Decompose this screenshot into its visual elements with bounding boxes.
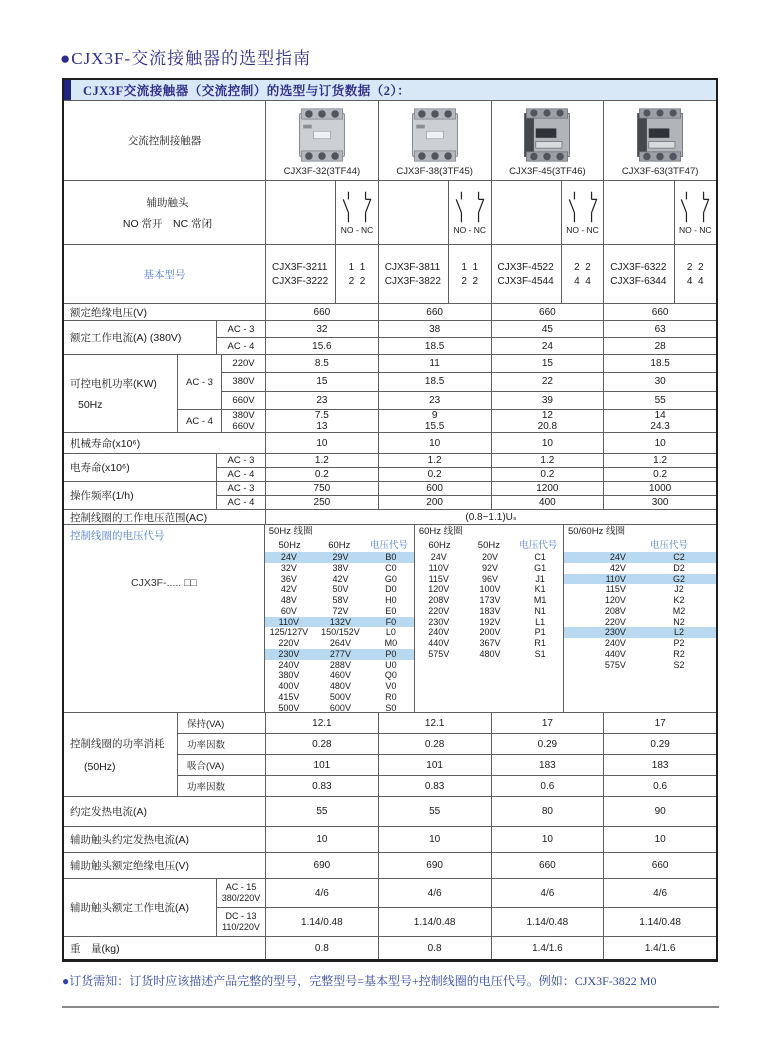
- spec-value: 12 20.8: [491, 410, 604, 432]
- voltage-code-row: 36V 42V G0: [280, 573, 397, 584]
- spec-value: 1.14/0.48: [603, 908, 716, 936]
- spec-value: 24: [491, 338, 604, 354]
- spec-value: 1.4/1.6: [491, 937, 604, 959]
- contact-count: 2 2: [348, 275, 366, 287]
- aux-symbol-cell: [378, 181, 491, 244]
- spec-value: 4/6: [378, 879, 491, 907]
- spec-value: 1000: [603, 482, 716, 495]
- voltage-code-row: 575V 480V S1: [428, 648, 546, 659]
- spec-value: 0.2: [378, 468, 491, 481]
- spec-value: 15.6: [265, 338, 378, 354]
- page-title: ●CJX3F-交流接触器的选型指南: [60, 49, 312, 68]
- spec-value: 15: [491, 355, 604, 372]
- spec-value: 1.2: [491, 454, 604, 467]
- voltage-level: 220V: [221, 355, 265, 372]
- model-number: CJX3F-3211: [272, 261, 328, 273]
- voltage-code-row: 32V 38V C0: [280, 562, 397, 573]
- spec-value: 18.5: [378, 338, 491, 354]
- voltage-code-row: 220V N2: [604, 616, 685, 627]
- coil-section-title: 50Hz 线圈: [268, 526, 313, 537]
- utilization-category: AC - 4: [216, 496, 265, 509]
- column-header-code: 电压代号: [369, 540, 408, 551]
- no-nc-caption: NO - NC: [566, 225, 599, 235]
- column-header: 60Hz: [428, 540, 451, 551]
- voltage-code-row: 120V K2: [604, 595, 685, 605]
- spec-label: 辅助触头额定工作电流(A): [70, 902, 189, 914]
- utilization-category: AC - 4: [177, 410, 221, 432]
- spec-value: 400: [491, 496, 604, 509]
- spec-value: 23: [265, 392, 378, 409]
- voltage-code-row: 240V 200V P1: [428, 627, 546, 638]
- spec-label: 辅助触头约定发热电流(A): [70, 834, 189, 846]
- utilization-category: AC - 4: [216, 338, 265, 354]
- spec-value: 183: [603, 755, 716, 775]
- voltage-code-row: 240V P2: [604, 638, 685, 648]
- utilization-category: DC - 13 110/220V: [216, 908, 265, 936]
- spec-value: 0.6: [491, 776, 604, 796]
- table-header-bar: [64, 80, 716, 101]
- product-model-label: CJX3F-32(3TF44): [283, 166, 361, 177]
- spec-value: 4/6: [603, 879, 716, 907]
- column-header-code: 电压代号: [519, 540, 558, 551]
- no-nc-contact-icon: [451, 190, 489, 224]
- voltage-code-row: 440V 367V R1: [428, 638, 546, 648]
- spec-value: 23: [378, 392, 491, 409]
- spec-value: 690: [378, 853, 491, 878]
- spec-value: 10: [265, 433, 378, 453]
- aux-symbol-cell: [265, 181, 378, 244]
- spec-value: 38: [378, 321, 491, 337]
- voltage-code-row: 115V J2: [605, 584, 684, 595]
- voltage-code-row: 110V 92V G1: [428, 562, 547, 573]
- spec-value: 39: [491, 392, 604, 409]
- spec-value: (0.8~1.1)Uₛ: [265, 510, 716, 524]
- spec-value: 10: [491, 827, 604, 852]
- spec-value: 55: [378, 797, 491, 826]
- spec-value: 183: [491, 755, 604, 775]
- spec-value: 10: [378, 433, 491, 453]
- utilization-category: AC - 3: [216, 482, 265, 495]
- spec-value: 4/6: [265, 879, 378, 907]
- contact-count: 4 4: [574, 275, 591, 287]
- contactor-photo-icon: [631, 106, 689, 164]
- spec-value: 0.28: [265, 734, 378, 754]
- voltage-code-row: 230V 192V L1: [428, 616, 546, 627]
- spec-value: 10: [491, 433, 604, 453]
- voltage-code-row: 500V 600V S0: [278, 702, 397, 713]
- spec-value: 7.5 13: [265, 410, 378, 432]
- spec-label: 约定发热电流(A): [70, 806, 147, 818]
- voltage-level: 660V: [221, 392, 265, 409]
- contactor-photo-icon: [518, 106, 576, 164]
- no-nc-contact-icon: [564, 190, 602, 224]
- model-number: CJX3F-3222: [272, 275, 329, 287]
- spec-row-working-current: [64, 320, 716, 354]
- spec-value: 0.29: [603, 734, 716, 754]
- spec-value: 22: [491, 373, 604, 390]
- spec-value: 0.28: [378, 734, 491, 754]
- spec-label: 机械寿命(x10⁶): [70, 437, 141, 450]
- voltage-code-section-title: 控制线圈的电压代号: [70, 530, 165, 542]
- voltage-level: 380V 660V: [221, 410, 265, 432]
- coil-section-title: 50/60Hz 线圈: [567, 526, 625, 537]
- spec-row-heating-current: [64, 796, 716, 826]
- voltage-code-row: 208V 173V M1: [428, 595, 547, 605]
- spec-label: 可控电机功率(KW) 50Hz: [70, 378, 157, 411]
- spec-value: 8.5: [265, 355, 378, 372]
- no-nc-contact-icon: [676, 190, 714, 224]
- spec-label: 重 量(kg): [70, 942, 120, 955]
- voltage-code-row: 120V 100V K1: [428, 584, 546, 595]
- product-cell: [265, 101, 378, 180]
- spec-value: 17: [603, 713, 716, 733]
- spec-value: 28: [603, 338, 716, 354]
- spec-value: 0.2: [491, 468, 604, 481]
- voltage-code-row: 208V M2: [604, 605, 686, 616]
- contactor-photo-icon: [293, 106, 351, 164]
- spec-value: 1.14/0.48: [491, 908, 604, 936]
- utilization-category: AC - 4: [216, 468, 265, 481]
- voltage-code-row: 230V 277V P0: [265, 649, 414, 660]
- spec-value: 0.83: [378, 776, 491, 796]
- voltage-code-row: 575V S2: [604, 659, 685, 670]
- basic-model-row: [64, 244, 716, 303]
- spec-value: 10: [603, 433, 716, 453]
- model-number: CJX3F-3822: [384, 275, 441, 287]
- spec-value: 200: [378, 496, 491, 509]
- spec-row-motor-power: [64, 354, 716, 432]
- product-cell: [491, 101, 604, 180]
- spec-value: 45: [491, 321, 604, 337]
- spec-row-coil-voltage-range: [64, 509, 716, 524]
- voltage-code-row: 415V 500V R0: [278, 691, 397, 702]
- spec-value: 4/6: [491, 879, 604, 907]
- order-note: ●订货需知：订货时应该描述产品完整的型号，完整型号=基本型号+控制线圈的电压代号。例如：CJX3F-3822 M0: [62, 974, 657, 988]
- spec-label: 操作频率(1/h): [70, 490, 134, 502]
- spec-value: 10: [378, 827, 491, 852]
- no-nc-caption: NO - NC: [453, 225, 487, 235]
- row-label-basic-model: 基本型号: [143, 268, 186, 281]
- voltage-code-row: 24V C2: [564, 552, 716, 563]
- spec-value: 0.6: [603, 776, 716, 796]
- contact-count: 1 1: [461, 261, 479, 273]
- product-model-label: CJX3F-38(3TF45): [396, 166, 473, 177]
- spec-value: 1.2: [603, 454, 716, 467]
- spec-value: 0.83: [265, 776, 378, 796]
- voltage-code-label-cell: [64, 525, 264, 712]
- contact-count: 2 2: [686, 261, 704, 273]
- spec-value: 101: [378, 755, 491, 775]
- product-model-label: CJX3F-63(3TF47): [621, 166, 699, 177]
- spec-value: 11: [378, 355, 491, 372]
- header-accent-bar: [64, 80, 71, 100]
- spec-value: 250: [265, 496, 378, 509]
- voltage-code-row: 240V 288V U0: [278, 659, 397, 670]
- spec-value: 17: [491, 713, 604, 733]
- coil-60hz-section: [414, 525, 563, 712]
- aux-symbol-cell: [491, 181, 604, 244]
- model-number: CJX3F-6322: [610, 261, 667, 273]
- spec-value: 750: [265, 482, 378, 495]
- spec-row-aux-working-current: [64, 878, 716, 936]
- spec-row-aux-heating-current: [64, 826, 716, 852]
- spec-label: 额定绝缘电压(V): [70, 306, 147, 319]
- row-label-aux: 辅助触头 NO 常开 NC 常闭: [122, 196, 213, 230]
- voltage-code-row: 110V 132V F0: [265, 617, 414, 628]
- voltage-code-row: 110V G2: [564, 574, 716, 585]
- spec-value: 1200: [491, 482, 604, 495]
- voltage-code-row: 220V 183V N1: [428, 605, 546, 616]
- spec-value: 1.2: [378, 454, 491, 467]
- order-code-mask: CJX3F-..... □□: [130, 577, 197, 589]
- product-row: [64, 101, 716, 180]
- voltage-code-row: 230V L2: [564, 627, 716, 638]
- coil-power-sublabel: 吸合(VA): [177, 755, 265, 775]
- spec-value: 18.5: [603, 355, 716, 372]
- voltage-code-row: 125/127V 150/152V L0: [269, 627, 396, 638]
- spec-value: 0.29: [491, 734, 604, 754]
- spec-value: 1.2: [265, 454, 378, 467]
- spec-value: 63: [603, 321, 716, 337]
- voltage-code-row: 60V 72V E0: [280, 605, 397, 616]
- coil-power-sublabel: 保持(VA): [177, 713, 265, 733]
- basic-model-cell: [265, 245, 378, 303]
- spec-label: 控制线圈的工作电压范围(AC): [70, 511, 208, 524]
- basic-model-cell: [378, 245, 491, 303]
- coil-section-title: 60Hz 线圈: [418, 526, 463, 537]
- utilization-category: AC - 3: [177, 355, 221, 409]
- spec-value: 55: [265, 797, 378, 826]
- basic-model-cell: [603, 245, 716, 303]
- spec-value: 80: [491, 797, 604, 826]
- model-number: CJX3F-6344: [610, 275, 667, 287]
- coil-power-sublabel: 功率因数: [177, 776, 265, 796]
- aux-symbol-cell: [603, 181, 716, 244]
- voltage-code-row: 24V 20V C1: [430, 552, 546, 562]
- voltage-code-row: 42V D2: [609, 562, 685, 573]
- spec-value: 0.8: [378, 937, 491, 959]
- table-title: CJX3F交流接触器（交流控制）的选型与订货数据（2）：: [83, 84, 411, 98]
- voltage-code-row: 24V 29V B0: [265, 552, 414, 563]
- spec-value: 660: [491, 304, 604, 320]
- model-number: CJX3F-4522: [497, 261, 554, 273]
- selection-table: [62, 78, 718, 962]
- bottom-divider: [62, 1006, 719, 1008]
- voltage-code-row: 115V 96V J1: [428, 573, 545, 584]
- product-cell: [603, 101, 716, 180]
- contact-count: 2 2: [461, 275, 479, 287]
- product-model-label: CJX3F-45(3TF46): [509, 166, 586, 177]
- basic-model-cell: [491, 245, 604, 303]
- spec-label: 电寿命(x10⁶): [70, 462, 130, 474]
- spec-value: 12.1: [265, 713, 378, 733]
- spec-value: 32: [265, 321, 378, 337]
- spec-row-mechanical-life: [64, 432, 716, 453]
- voltage-code-row: 220V 264V M0: [278, 638, 398, 648]
- spec-value: 300: [603, 496, 716, 509]
- contact-count: 1 1: [348, 261, 366, 273]
- contactor-photo-icon: [406, 106, 464, 164]
- spec-value: 10: [603, 827, 716, 852]
- row-label-contactor: 交流控制接触器: [127, 135, 202, 147]
- spec-value: 9 15.5: [378, 410, 491, 432]
- spec-row-electrical-life: [64, 453, 716, 481]
- spec-value: 660: [265, 304, 378, 320]
- spec-value: 0.8: [265, 937, 378, 959]
- spec-value: 1.14/0.48: [378, 908, 491, 936]
- column-header: 50Hz: [477, 540, 500, 551]
- spec-value: 0.2: [603, 468, 716, 481]
- spec-value: 12.1: [378, 713, 491, 733]
- spec-value: 18.5: [378, 373, 491, 390]
- spec-row-coil-power: [64, 712, 716, 796]
- no-nc-caption: NO - NC: [340, 225, 374, 235]
- no-nc-contact-icon: [338, 190, 376, 224]
- spec-value: 660: [378, 304, 491, 320]
- aux-contacts-row: [64, 180, 716, 244]
- product-cell: [378, 101, 491, 180]
- spec-label: 额定工作电流(A) (380V): [70, 332, 182, 344]
- spec-value: 660: [603, 304, 716, 320]
- no-nc-caption: NO - NC: [678, 225, 712, 235]
- voltage-code-row: 400V 480V V0: [278, 681, 397, 691]
- spec-value: 660: [491, 853, 604, 878]
- model-number: CJX3F-4544: [497, 275, 554, 287]
- spec-value: 1.4/1.6: [603, 937, 716, 959]
- spec-label: 控制线圈的功率消耗 (50Hz): [70, 738, 165, 773]
- spec-value: 30: [603, 373, 716, 390]
- contact-count: 4 4: [686, 275, 704, 287]
- spec-value: 10: [265, 827, 378, 852]
- voltage-code-row: 440V R2: [604, 648, 685, 659]
- spec-row-aux-insulation-voltage: [64, 852, 716, 878]
- spec-value: 0.2: [265, 468, 378, 481]
- spec-value: 101: [265, 755, 378, 775]
- model-number: CJX3F-3811: [384, 261, 441, 273]
- utilization-category: AC - 3: [216, 454, 265, 467]
- voltage-code-row: 380V 460V Q0: [278, 670, 397, 681]
- coil-power-sublabel: 功率因数: [177, 734, 265, 754]
- voltage-code-row: 42V 50V D0: [280, 584, 397, 595]
- spec-value: 600: [378, 482, 491, 495]
- spec-value: 90: [603, 797, 716, 826]
- utilization-category: AC - 3: [216, 321, 265, 337]
- column-header: 50Hz: [278, 540, 301, 551]
- voltage-level: 380V: [221, 373, 265, 390]
- spec-value: 55: [603, 392, 716, 409]
- utilization-category: AC - 15 380/220V: [216, 879, 265, 907]
- spec-row-operating-frequency: [64, 481, 716, 509]
- spec-value: 15: [265, 373, 378, 390]
- coil-50hz-section: [264, 525, 414, 712]
- spec-label: 辅助触头额定绝缘电压(V): [70, 860, 189, 872]
- column-header: 60Hz: [328, 540, 351, 551]
- voltage-code-row: 48V 58V H0: [280, 595, 397, 605]
- spec-value: 660: [603, 853, 716, 878]
- spec-row-insulation-voltage: [64, 303, 716, 320]
- spec-value: 14 24.3: [603, 410, 716, 432]
- voltage-code-section: [64, 524, 716, 712]
- spec-value: 1.14/0.48: [265, 908, 378, 936]
- spec-value: 690: [265, 853, 378, 878]
- contact-count: 2 2: [574, 261, 591, 273]
- coil-5060hz-section: [563, 525, 716, 712]
- column-header-code: 电压代号: [649, 540, 688, 551]
- spec-row-weight: [64, 936, 716, 959]
